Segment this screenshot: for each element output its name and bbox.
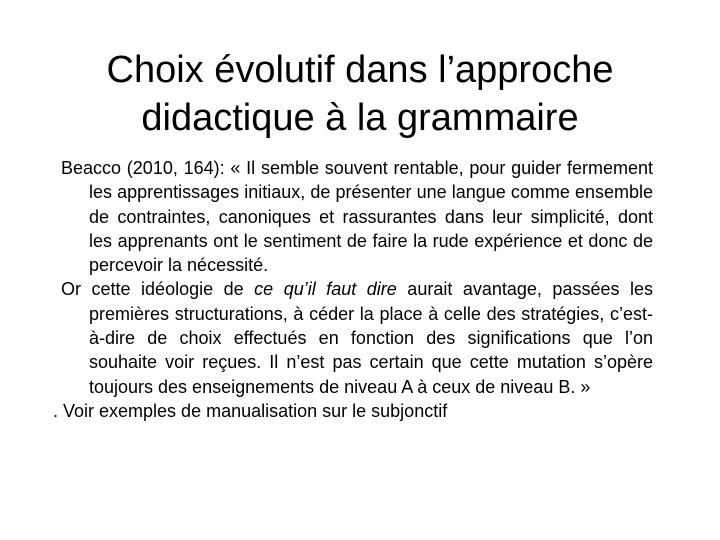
paragraph-2-start: Or cette idéologie de xyxy=(61,279,255,300)
quote-paragraph-2 xyxy=(61,277,653,398)
slide-body xyxy=(53,156,654,423)
quote-paragraph-1: Beacco (2010, 164): « Il semble souvent rentable, pour guider fermement les apprentissages initiaux, de présenter une langue comme ensemble de contraintes, canoniques et rassurantes dans leur simplicité, dont les apprenants ont le sentiment de faire la rude expérience et donc de percevoir la nécessité. xyxy=(61,158,653,276)
title-line-2: didactique à la grammaire xyxy=(141,97,579,139)
note-line: . Voir exemples de manualisation sur le subjonctif xyxy=(53,400,448,421)
paragraph-2-italic: ce qu’il faut dire xyxy=(254,279,397,300)
paragraph-2-end: aurait avantage, passées les premières structurations, à céder la place à celle des stratégies, c’est-à-dire de choix effectués en fonction des significations que l’on souhaite voir reçues. Il n’est pas certain que cette mutation s’opère toujours des enseignements de niveau A à ceux de niveau B. » xyxy=(89,279,654,397)
title-line-1: Choix évolutif dans l’approche xyxy=(106,49,614,91)
slide-title xyxy=(60,46,660,142)
